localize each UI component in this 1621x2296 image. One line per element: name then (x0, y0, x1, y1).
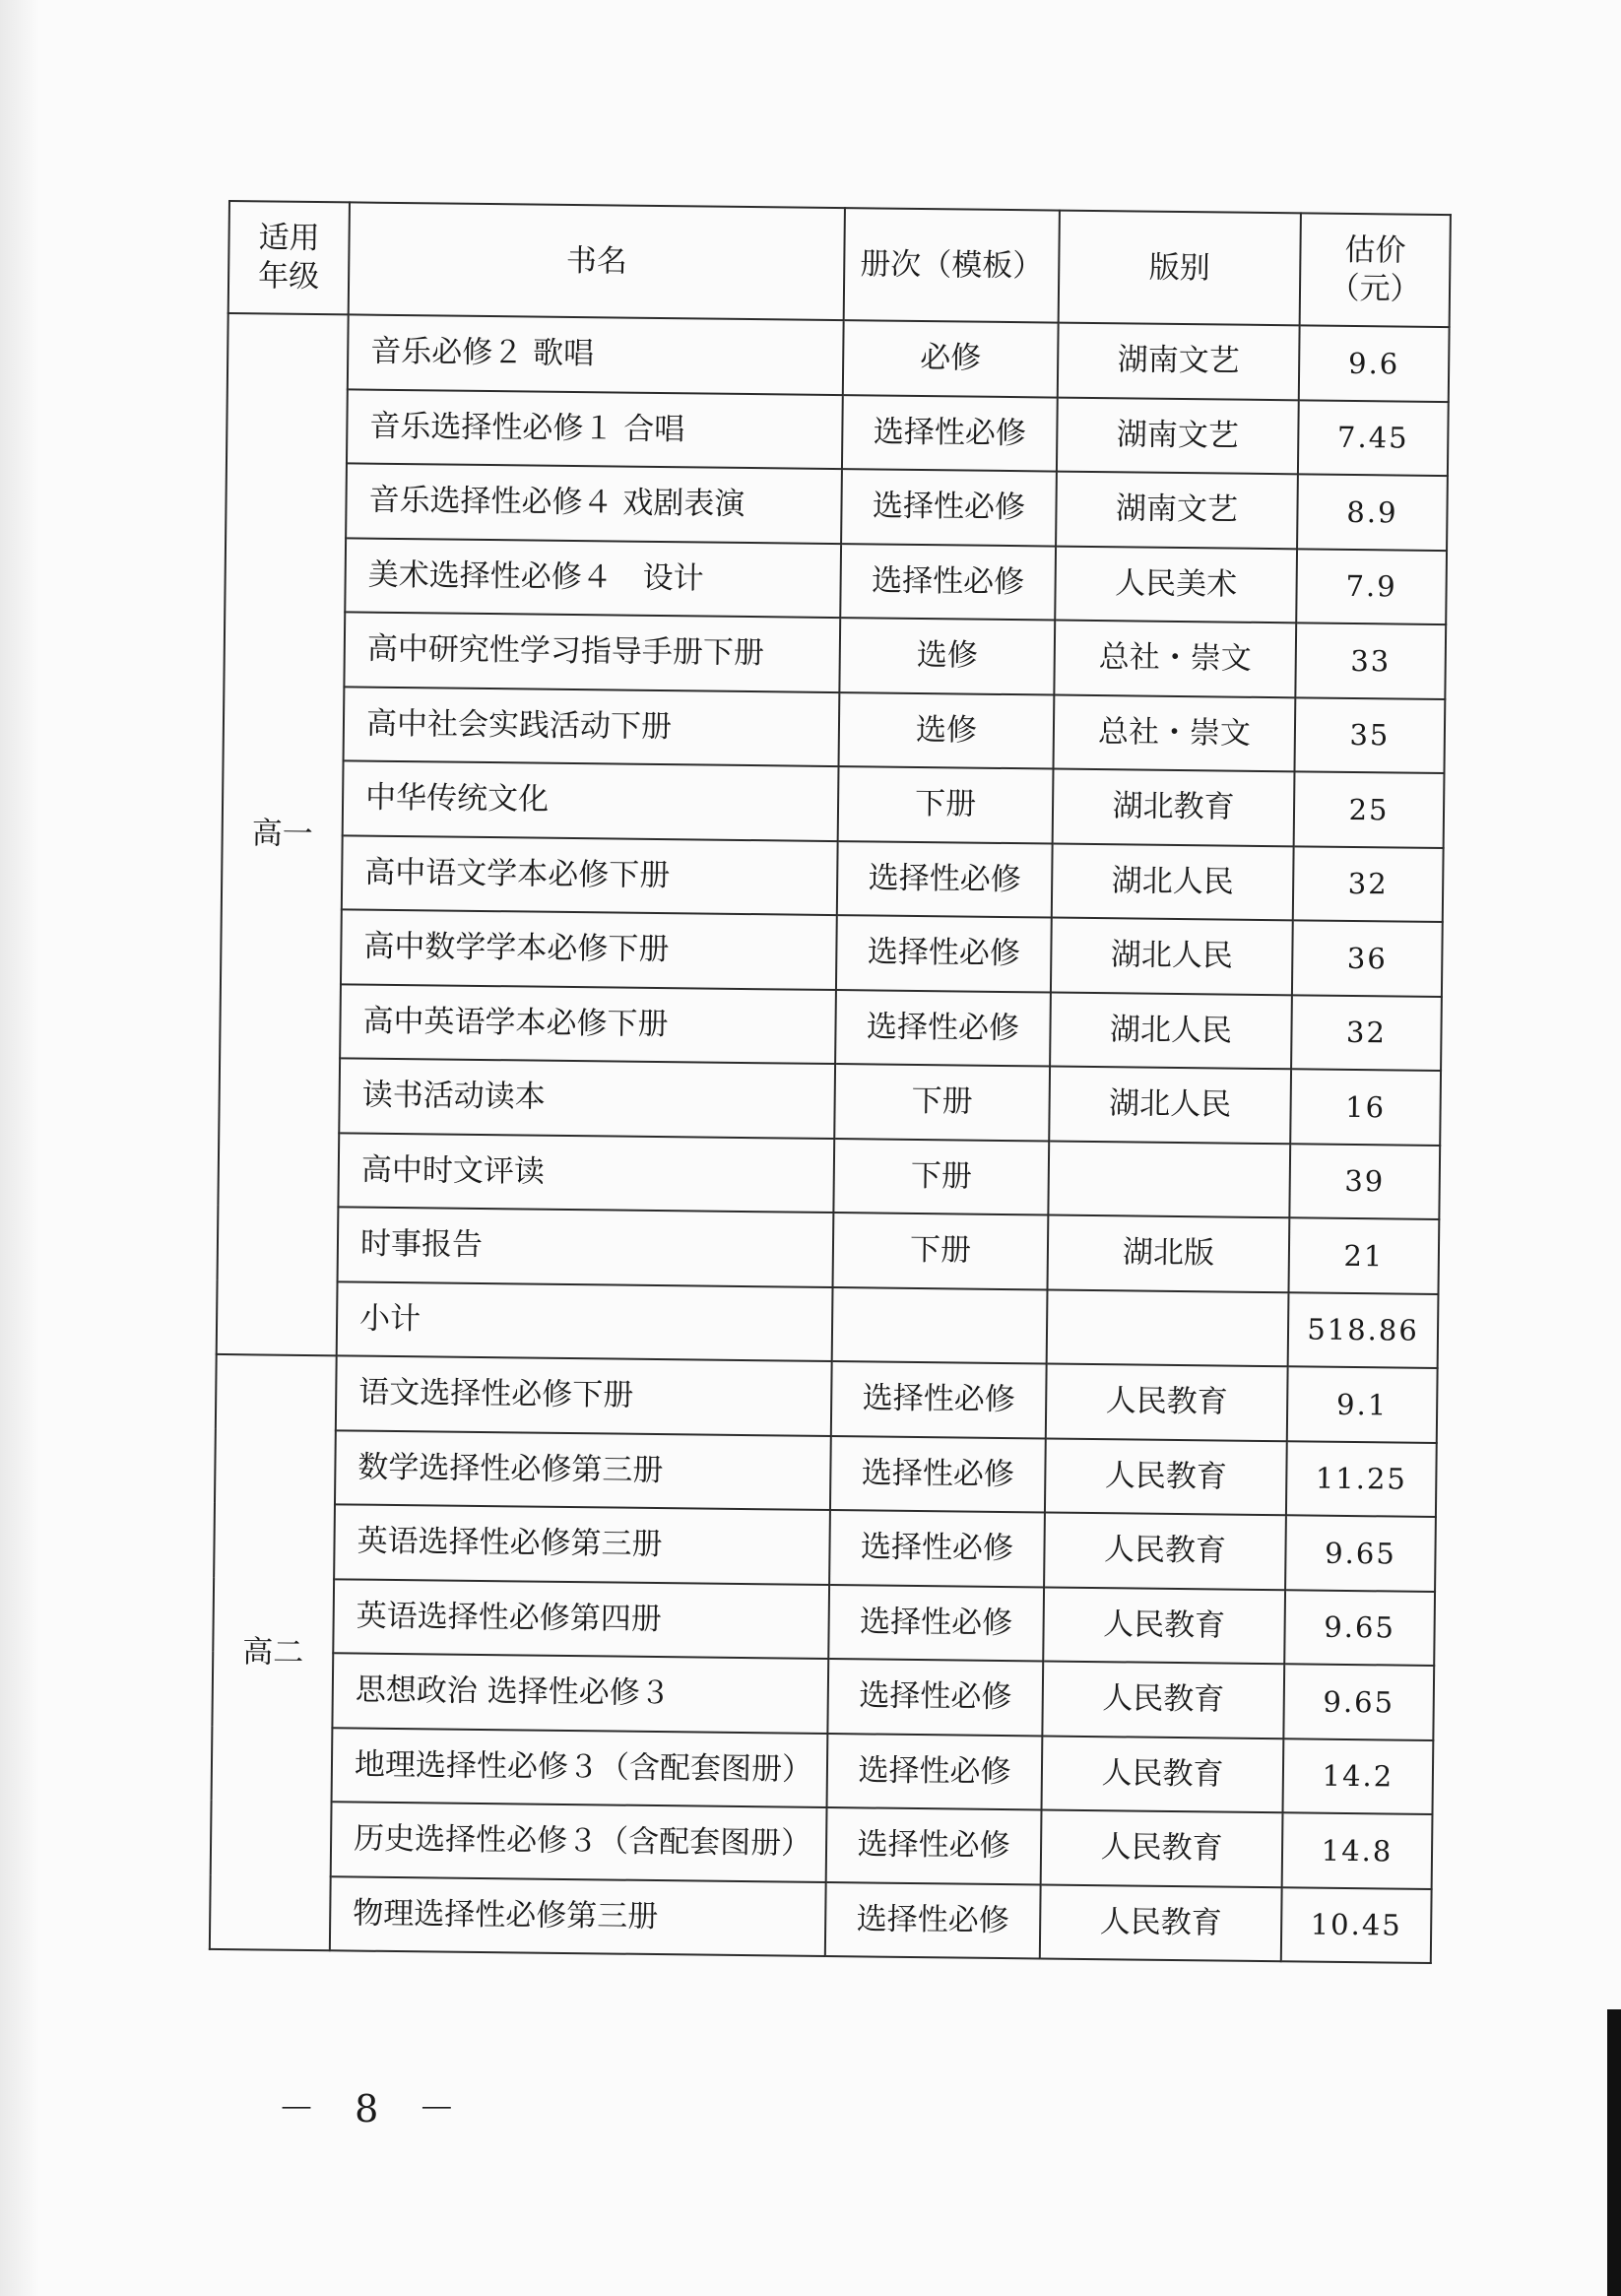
price-cell: 14.2 (1282, 1738, 1433, 1814)
title-cell: 音乐必修２ 歌唱 (348, 314, 844, 394)
title-cell: 英语选择性必修第四册 (333, 1579, 829, 1659)
price-cell: 9.6 (1299, 325, 1450, 401)
title-cell: 高中研究性学习指导手册下册 (344, 612, 840, 691)
title-cell: 中华传统文化 (343, 760, 839, 840)
edition-cell: 选择性必修 (826, 1807, 1042, 1884)
publisher-cell: 湖南文艺 (1056, 472, 1298, 549)
publisher-cell: 湖北教育 (1053, 769, 1295, 846)
title-cell: 音乐选择性必修１ 合唱 (347, 389, 843, 469)
edition-cell: 必修 (843, 320, 1059, 397)
publisher-cell (1048, 1141, 1290, 1217)
publisher-cell: 湖南文艺 (1058, 323, 1300, 400)
table-row (224, 611, 1446, 699)
edition-cell: 选择性必修 (840, 544, 1056, 621)
title-cell: 高中数学学本必修下册 (341, 909, 837, 989)
title-cell: 高中社会实践活动下册 (344, 687, 840, 766)
title-cell: 地理选择性必修３（含配套图册） (332, 1728, 828, 1807)
price-cell: 32 (1291, 995, 1442, 1071)
edition-cell: 选择性必修 (836, 915, 1052, 992)
table-row (211, 1801, 1433, 1889)
publisher-cell: 人民美术 (1055, 546, 1297, 623)
title-cell: 高中英语学本必修下册 (340, 984, 836, 1064)
table-row (212, 1726, 1434, 1814)
publisher-cell: 人民教育 (1042, 1661, 1284, 1738)
publisher-cell: 湖北人民 (1052, 843, 1294, 920)
price-cell: 8.9 (1297, 474, 1448, 550)
publisher-cell: 人民教育 (1041, 1809, 1283, 1886)
title-cell: 读书活动读本 (339, 1058, 835, 1138)
textbook-price-table (209, 200, 1452, 1964)
price-cell: 9.65 (1284, 1590, 1435, 1666)
edition-cell: 选修 (839, 618, 1055, 694)
table-row (225, 536, 1447, 624)
table-row (214, 1503, 1436, 1592)
edition-cell: 选择性必修 (835, 990, 1051, 1067)
table-row (210, 1874, 1432, 1963)
table-row (223, 759, 1445, 848)
table-row (212, 1652, 1434, 1740)
price-cell: 36 (1292, 920, 1443, 996)
publisher-cell: 人民教育 (1043, 1587, 1285, 1664)
edition-cell: 选择性必修 (830, 1436, 1046, 1513)
header-grade: 适用 年级 (228, 201, 350, 314)
table-row (220, 982, 1442, 1071)
price-cell: 9.1 (1287, 1366, 1438, 1442)
price-cell: 9.65 (1283, 1664, 1434, 1739)
price-cell: 39 (1289, 1144, 1440, 1219)
table-body (210, 313, 1450, 1963)
price-cell: 35 (1294, 697, 1445, 773)
publisher-cell: 湖南文艺 (1057, 397, 1299, 474)
edition-cell: 选择性必修 (828, 1585, 1044, 1662)
table-row (226, 462, 1448, 551)
publisher-cell: 人民教育 (1045, 1438, 1287, 1515)
price-cell: 10.45 (1281, 1887, 1432, 1963)
table-row (224, 685, 1446, 773)
table-row (218, 1131, 1440, 1219)
table-header-row (228, 201, 1451, 327)
title-cell: 时事报告 (338, 1207, 834, 1286)
table-row (222, 833, 1444, 922)
publisher-cell: 人民教育 (1046, 1363, 1288, 1440)
publisher-cell (1047, 1289, 1289, 1366)
edition-cell: 选择性必修 (842, 395, 1058, 472)
header-price: 估价 （元） (1300, 213, 1451, 327)
title-cell: 高中时文评读 (338, 1133, 834, 1213)
edition-cell (832, 1287, 1048, 1364)
publisher-cell: 总社・崇文 (1054, 621, 1296, 697)
edition-cell: 选择性必修 (827, 1734, 1043, 1810)
title-cell: 音乐选择性必修４ 戏剧表演 (346, 463, 842, 543)
publisher-cell: 人民教育 (1044, 1512, 1286, 1589)
edition-cell: 选修 (839, 692, 1055, 769)
price-cell: 33 (1295, 623, 1446, 698)
publisher-cell: 人民教育 (1042, 1736, 1284, 1812)
title-cell: 美术选择性必修４ 设计 (345, 538, 841, 618)
title-cell: 语文选择性必修下册 (336, 1355, 832, 1435)
edition-cell: 选择性必修 (841, 469, 1057, 546)
header-edition: 册次（模板） (844, 208, 1060, 322)
price-cell: 32 (1293, 846, 1444, 922)
publisher-cell: 人民教育 (1040, 1884, 1282, 1961)
publisher-cell: 湖北人民 (1051, 918, 1293, 995)
publisher-cell: 湖北人民 (1050, 992, 1292, 1069)
table-row (215, 1428, 1437, 1517)
price-cell: 7.45 (1298, 400, 1449, 476)
price-cell: 21 (1288, 1217, 1439, 1293)
page-number: － 8 － (278, 2087, 470, 2131)
price-cell: 14.8 (1282, 1812, 1433, 1888)
title-cell: 英语选择性必修第三册 (334, 1504, 830, 1584)
title-cell: 历史选择性必修３（含配套图册） (331, 1802, 827, 1881)
scan-left-shadow (0, 0, 39, 2296)
edition-cell: 下册 (834, 1064, 1050, 1141)
table-row (217, 1279, 1439, 1368)
header-publisher: 版别 (1059, 211, 1301, 326)
table-row (227, 313, 1450, 402)
price-cell: 11.25 (1286, 1441, 1437, 1517)
edition-cell: 下册 (838, 766, 1054, 843)
title-cell: 物理选择性必修第三册 (330, 1876, 826, 1956)
edition-cell: 下册 (833, 1139, 1049, 1215)
title-cell: 思想政治 选择性必修３ (332, 1653, 828, 1733)
header-title: 书名 (349, 202, 845, 320)
table-row (221, 908, 1443, 997)
table-row (216, 1354, 1438, 1443)
edition-cell: 选择性必修 (831, 1361, 1047, 1438)
publisher-cell: 湖北版 (1048, 1215, 1290, 1292)
title-cell: 小计 (337, 1281, 833, 1361)
edition-cell: 选择性必修 (825, 1881, 1041, 1958)
table-row (227, 387, 1449, 476)
price-cell: 518.86 (1288, 1292, 1439, 1368)
edition-cell: 选择性必修 (837, 841, 1053, 918)
price-cell: 7.9 (1296, 549, 1447, 624)
price-cell: 25 (1294, 771, 1445, 847)
price-cell: 9.65 (1285, 1515, 1436, 1591)
edition-cell: 选择性必修 (827, 1659, 1043, 1736)
table-row (218, 1206, 1440, 1294)
title-cell: 数学选择性必修第三册 (335, 1430, 831, 1510)
grade-cell: 高一 (217, 313, 349, 1355)
table-row (213, 1577, 1435, 1666)
grade-cell: 高二 (210, 1354, 337, 1950)
table-row (219, 1057, 1441, 1146)
title-cell: 高中语文学本必修下册 (342, 835, 838, 915)
publisher-cell: 湖北人民 (1049, 1067, 1291, 1144)
edition-cell: 下册 (833, 1213, 1049, 1289)
scan-edge-mark (1607, 2009, 1621, 2296)
publisher-cell: 总社・崇文 (1054, 694, 1296, 771)
edition-cell: 选择性必修 (829, 1510, 1045, 1587)
price-cell: 16 (1290, 1069, 1441, 1145)
